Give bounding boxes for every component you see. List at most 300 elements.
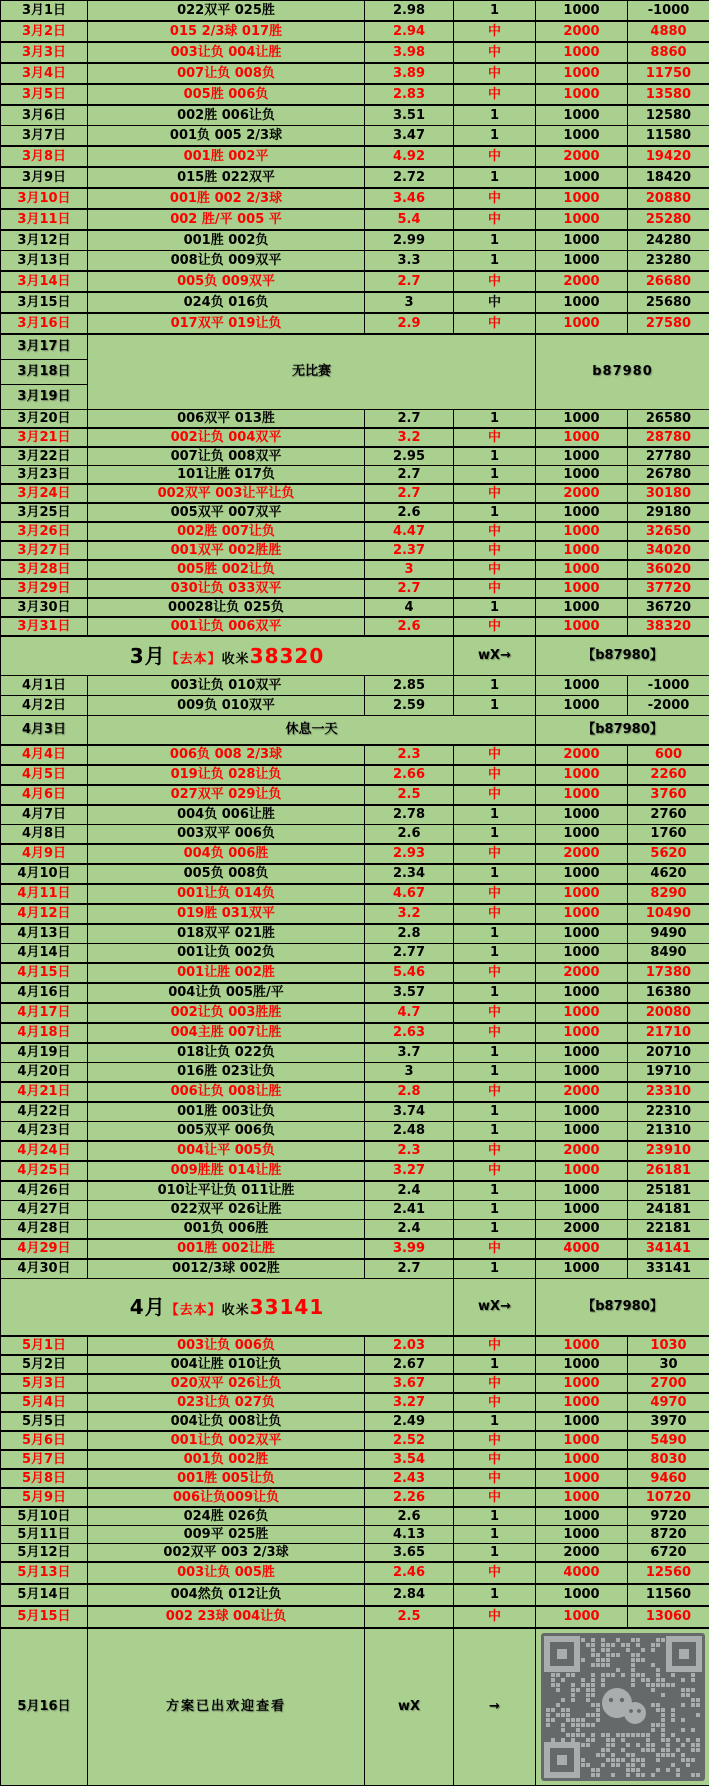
odds-cell: 2.41 [365,1201,454,1220]
date-cell: 4月21日 [1,1082,88,1102]
bet-row [1,63,709,84]
stake-cell: 2000 [536,963,628,983]
bet-cell: 003双平 006负 [88,825,365,845]
bet-row [1,1526,709,1544]
total-cell: 8290 [628,884,709,904]
odds-cell: 2.98 [365,1,454,22]
bet-cell: 002 胜/平 005 平 [88,209,365,230]
odds-cell: 2.37 [365,541,454,560]
total-cell: 20080 [628,1003,709,1023]
bet-cell: 005胜 002让负 [88,560,365,579]
stake-cell: 2000 [536,146,628,167]
bet-cell: 022双平 026让胜 [88,1201,365,1220]
stake-cell: 1000 [536,884,628,904]
result-cell: 1 [454,410,536,429]
bet-row [1,503,709,522]
contact-code: 【b87980】 [536,1279,709,1337]
date-cell: 5月2日 [1,1355,88,1374]
result-cell: 1 [454,944,536,964]
odds-cell: 3.47 [365,126,454,147]
bet-cell: 003让负 006负 [88,1336,365,1355]
bet-row [1,676,709,696]
arrow-icon: → [454,1628,536,1786]
bet-row [1,844,709,864]
month-summary-row [1,1279,709,1337]
bet-cell: 001胜 002负 [88,230,365,251]
date-cell: 4月7日 [1,805,88,825]
bet-cell: 001胜 002 2/3球 [88,188,365,209]
stake-cell: 2000 [536,1544,628,1563]
odds-cell: 2.5 [365,1606,454,1628]
total-cell: 13580 [628,84,709,105]
total-cell: -1000 [628,676,709,696]
summary-text: 收米 [222,1303,250,1318]
date-cell: 3月21日 [1,428,88,447]
date-cell: 4月14日 [1,944,88,964]
contact-code: b87980 [536,334,709,410]
bet-row [1,617,709,636]
date-cell: 3月4日 [1,63,88,84]
date-cell: 3月17日 [1,334,88,360]
result-cell: 中 [454,1393,536,1412]
odds-cell: 2.6 [365,825,454,845]
result-cell: 1 [454,1102,536,1122]
odds-cell: 2.34 [365,864,454,884]
bet-cell: 009胜胜 014让胜 [88,1161,365,1181]
stake-cell: 1000 [536,1507,628,1526]
odds-cell: 2.5 [365,785,454,805]
total-cell: 26680 [628,271,709,292]
odds-cell: 2.7 [365,1259,454,1279]
total-cell: 19710 [628,1063,709,1083]
odds-cell: 2.6 [365,1507,454,1526]
result-cell: 1 [454,676,536,696]
date-cell: 4月20日 [1,1063,88,1083]
date-cell: 4月10日 [1,864,88,884]
stake-cell: 1000 [536,42,628,63]
stake-cell: 1000 [536,188,628,209]
bet-row [1,1239,709,1259]
bet-cell: 002双平 003 2/3球 [88,1544,365,1563]
bet-row [1,864,709,884]
bet-row [1,598,709,617]
date-cell: 5月5日 [1,1412,88,1431]
total-cell: 8030 [628,1450,709,1469]
bet-row [1,188,709,209]
date-cell: 3月29日 [1,579,88,598]
bet-row [1,251,709,272]
result-cell: 中 [454,271,536,292]
total-cell: -1000 [628,1,709,22]
bet-cell: 009负 010双平 [88,696,365,716]
bet-cell: 018双平 021胜 [88,924,365,944]
total-cell: 2760 [628,805,709,825]
result-cell: 1 [454,924,536,944]
date-cell: 5月11日 [1,1526,88,1544]
stake-cell: 1000 [536,1023,628,1043]
bet-cell: 005胜 006负 [88,84,365,105]
result-cell: 中 [454,617,536,636]
bet-row [1,805,709,825]
bet-row [1,1412,709,1431]
odds-cell: 4.67 [365,884,454,904]
total-cell: 20710 [628,1043,709,1063]
odds-cell: 2.7 [365,579,454,598]
stake-cell: 1000 [536,676,628,696]
bet-row [1,1488,709,1507]
total-cell: 26181 [628,1161,709,1181]
stake-cell: 1000 [536,825,628,845]
stake-cell: 1000 [536,1161,628,1181]
odds-cell: 2.94 [365,21,454,42]
bet-cell: 020双平 026让负 [88,1374,365,1393]
bet-cell: 004然负 012让负 [88,1584,365,1606]
date-cell: 4月5日 [1,765,88,785]
bet-row [1,1,709,22]
result-cell: 1 [454,1355,536,1374]
total-cell: 8860 [628,42,709,63]
odds-cell: 3.99 [365,1239,454,1259]
result-cell: 中 [454,313,536,334]
stake-cell: 1000 [536,126,628,147]
stake-cell: 1000 [536,1412,628,1431]
result-cell: 中 [454,522,536,541]
odds-cell: 4 [365,598,454,617]
bet-row [1,167,709,188]
odds-cell: 3.46 [365,188,454,209]
rest-day-row [1,716,709,746]
odds-cell: 3.74 [365,1102,454,1122]
stake-cell: 1000 [536,447,628,466]
stake-cell: 1000 [536,1122,628,1142]
result-cell: 1 [454,1584,536,1606]
stake-cell: 1000 [536,924,628,944]
stake-cell: 1000 [536,805,628,825]
wechat-hint: wX→ [454,1279,536,1337]
result-cell: 中 [454,1023,536,1043]
odds-cell: 3.2 [365,428,454,447]
bet-cell: 010让平让负 011让胜 [88,1181,365,1201]
bet-cell: 003让负 010双平 [88,676,365,696]
total-cell: 16380 [628,983,709,1003]
result-cell: 中 [454,765,536,785]
odds-cell: 2.8 [365,1082,454,1102]
bet-cell: 015胜 022双平 [88,167,365,188]
bet-row [1,541,709,560]
bet-row [1,1584,709,1606]
bet-row [1,209,709,230]
result-cell: 1 [454,251,536,272]
no-match-label: 无比赛 [88,334,536,410]
date-cell: 3月13日 [1,251,88,272]
total-cell: 9490 [628,924,709,944]
bet-row [1,904,709,924]
date-cell: 5月13日 [1,1562,88,1584]
total-cell: 30180 [628,484,709,503]
total-cell: 1030 [628,1336,709,1355]
date-cell: 5月8日 [1,1469,88,1488]
result-cell: 1 [454,126,536,147]
odds-cell: 2.99 [365,230,454,251]
stake-cell: 1000 [536,292,628,313]
stake-cell: 2000 [536,271,628,292]
total-cell: 2260 [628,765,709,785]
total-cell: 9460 [628,1469,709,1488]
total-cell: 8720 [628,1526,709,1544]
stake-cell: 1000 [536,1606,628,1628]
bet-cell: 004让负 005胜/平 [88,983,365,1003]
bet-cell: 001胜 003让负 [88,1102,365,1122]
total-cell: 5620 [628,844,709,864]
bet-row [1,884,709,904]
result-cell: 1 [454,1,536,22]
bet-row [1,785,709,805]
odds-cell: 3.67 [365,1374,454,1393]
result-cell: 1 [454,230,536,251]
odds-cell: 2.7 [365,466,454,485]
date-cell: 3月20日 [1,410,88,429]
stake-cell: 2000 [536,21,628,42]
stake-cell: 1000 [536,598,628,617]
odds-cell: 2.7 [365,271,454,292]
bet-row [1,428,709,447]
odds-cell: 5.46 [365,963,454,983]
summary-highlight: 33141 [250,1295,325,1319]
total-cell: 23310 [628,1082,709,1102]
date-cell: 5月15日 [1,1606,88,1628]
total-cell: 17380 [628,963,709,983]
odds-cell: 3.2 [365,904,454,924]
odds-cell: 3.27 [365,1393,454,1412]
date-cell: 3月9日 [1,167,88,188]
bet-row [1,126,709,147]
bet-cell: 002 23球 004让负 [88,1606,365,1628]
stake-cell: 2000 [536,844,628,864]
odds-cell: 4.13 [365,1526,454,1544]
summary-text: 3月 [130,644,166,668]
odds-cell: 2.3 [365,745,454,765]
stake-cell: 1000 [536,105,628,126]
stake-cell: 1000 [536,1488,628,1507]
bet-cell: 001让负 002双平 [88,1431,365,1450]
odds-cell: 2.72 [365,167,454,188]
odds-cell: 2.85 [365,676,454,696]
no-match-row [1,334,709,360]
result-cell: 1 [454,1259,536,1279]
stake-cell: 1000 [536,560,628,579]
result-cell: 1 [454,1220,536,1240]
result-cell: 中 [454,904,536,924]
bet-row [1,825,709,845]
odds-cell: 2.63 [365,1023,454,1043]
stake-cell: 2000 [536,1220,628,1240]
date-cell: 5月14日 [1,1584,88,1606]
odds-cell: 2.46 [365,1562,454,1584]
total-cell: 25680 [628,292,709,313]
bet-row [1,696,709,716]
bet-cell: 001胜 002平 [88,146,365,167]
odds-cell: 2.84 [365,1584,454,1606]
date-cell: 4月18日 [1,1023,88,1043]
odds-cell: 3.51 [365,105,454,126]
odds-cell: 5.4 [365,209,454,230]
date-cell: 4月17日 [1,1003,88,1023]
bet-cell: 001双平 002胜胜 [88,541,365,560]
odds-cell: 2.03 [365,1336,454,1355]
promo-label: 方案已出欢迎查看 [88,1628,365,1786]
bet-cell: 004负 006让胜 [88,805,365,825]
date-cell: 4月15日 [1,963,88,983]
odds-cell: 2.48 [365,1122,454,1142]
date-cell: 3月10日 [1,188,88,209]
bet-row [1,1450,709,1469]
total-cell: 23280 [628,251,709,272]
date-cell: 5月3日 [1,1374,88,1393]
stake-cell: 1000 [536,1355,628,1374]
total-cell: 5490 [628,1431,709,1450]
total-cell: 3760 [628,785,709,805]
odds-cell: 4.7 [365,1003,454,1023]
bet-row [1,944,709,964]
odds-cell: 2.43 [365,1469,454,1488]
result-cell: 1 [454,105,536,126]
result-cell: 中 [454,1141,536,1161]
bet-cell: 019让负 028让负 [88,765,365,785]
odds-cell: 2.4 [365,1181,454,1201]
bet-row [1,765,709,785]
result-cell: 中 [454,1082,536,1102]
odds-cell: 2.9 [365,313,454,334]
stake-cell: 2000 [536,745,628,765]
odds-cell: 2.67 [365,1355,454,1374]
date-cell: 4月12日 [1,904,88,924]
contact-code: 【b87980】 [536,636,709,676]
bet-cell: 001让负 014负 [88,884,365,904]
stake-cell: 1000 [536,904,628,924]
summary-highlight: 【去本】 [166,652,222,667]
date-cell: 5月9日 [1,1488,88,1507]
date-cell: 4月30日 [1,1259,88,1279]
bet-cell: 001负 006胜 [88,1220,365,1240]
stake-cell: 1000 [536,579,628,598]
bet-cell: 022双平 025胜 [88,1,365,22]
date-cell: 3月1日 [1,1,88,22]
bet-cell: 030让负 033双平 [88,579,365,598]
odds-cell: 2.26 [365,1488,454,1507]
total-cell: 4620 [628,864,709,884]
bet-cell: 024负 016负 [88,292,365,313]
date-cell: 4月27日 [1,1201,88,1220]
date-cell: 4月25日 [1,1161,88,1181]
date-cell: 5月10日 [1,1507,88,1526]
date-cell: 5月6日 [1,1431,88,1450]
date-cell: 4月23日 [1,1122,88,1142]
bet-cell: 002让负 004双平 [88,428,365,447]
stake-cell: 1000 [536,785,628,805]
total-cell: 12580 [628,105,709,126]
bet-row [1,963,709,983]
bet-cell: 008让负 009双平 [88,251,365,272]
date-cell: 3月22日 [1,447,88,466]
stake-cell: 1000 [536,410,628,429]
result-cell: 1 [454,825,536,845]
date-cell: 3月14日 [1,271,88,292]
odds-cell: 3.89 [365,63,454,84]
month-summary-row [1,636,709,676]
date-cell: 3月6日 [1,105,88,126]
result-cell: 中 [454,428,536,447]
date-cell: 3月26日 [1,522,88,541]
result-cell: 1 [454,805,536,825]
odds-cell: 2.4 [365,1220,454,1240]
bet-cell: 001负 005 2/3球 [88,126,365,147]
result-cell: 1 [454,1122,536,1142]
result-cell: 中 [454,1469,536,1488]
bet-row [1,466,709,485]
bet-cell: 001负 002胜 [88,1450,365,1469]
total-cell: 8490 [628,944,709,964]
bet-cell: 002胜 007让负 [88,522,365,541]
stake-cell: 2000 [536,484,628,503]
bet-cell: 004负 006胜 [88,844,365,864]
date-cell: 4月19日 [1,1043,88,1063]
wechat-hint: wX [365,1628,454,1786]
date-cell: 4月4日 [1,745,88,765]
bet-row [1,1562,709,1584]
date-cell: 3月3日 [1,42,88,63]
date-cell: 3月30日 [1,598,88,617]
bet-row [1,1544,709,1563]
date-cell: 4月26日 [1,1181,88,1201]
bet-cell: 004让胜 010让负 [88,1355,365,1374]
result-cell: 中 [454,146,536,167]
bet-row [1,1606,709,1628]
date-cell: 4月6日 [1,785,88,805]
bet-cell: 005负 009双平 [88,271,365,292]
stake-cell: 1000 [536,1003,628,1023]
total-cell: 22310 [628,1102,709,1122]
bet-row [1,1220,709,1240]
date-cell: 3月12日 [1,230,88,251]
bet-row [1,447,709,466]
bet-row [1,983,709,1003]
date-cell: 3月8日 [1,146,88,167]
odds-cell: 3.3 [365,251,454,272]
stake-cell: 1000 [536,503,628,522]
bet-row [1,1043,709,1063]
total-cell: 27580 [628,313,709,334]
stake-cell: 1000 [536,1043,628,1063]
bet-cell: 023让负 027负 [88,1393,365,1412]
stake-cell: 1000 [536,1336,628,1355]
bet-row [1,1122,709,1142]
bet-row [1,1102,709,1122]
bet-row [1,84,709,105]
result-cell: 中 [454,63,536,84]
result-cell: 中 [454,1003,536,1023]
bet-row [1,579,709,598]
total-cell: 34020 [628,541,709,560]
stake-cell: 4000 [536,1562,628,1584]
bet-row [1,1161,709,1181]
total-cell: 27780 [628,447,709,466]
stake-cell: 4000 [536,1239,628,1259]
total-cell: 25280 [628,209,709,230]
bet-row [1,313,709,334]
bet-cell: 004让平 005负 [88,1141,365,1161]
date-cell: 3月7日 [1,126,88,147]
date-cell: 3月2日 [1,21,88,42]
